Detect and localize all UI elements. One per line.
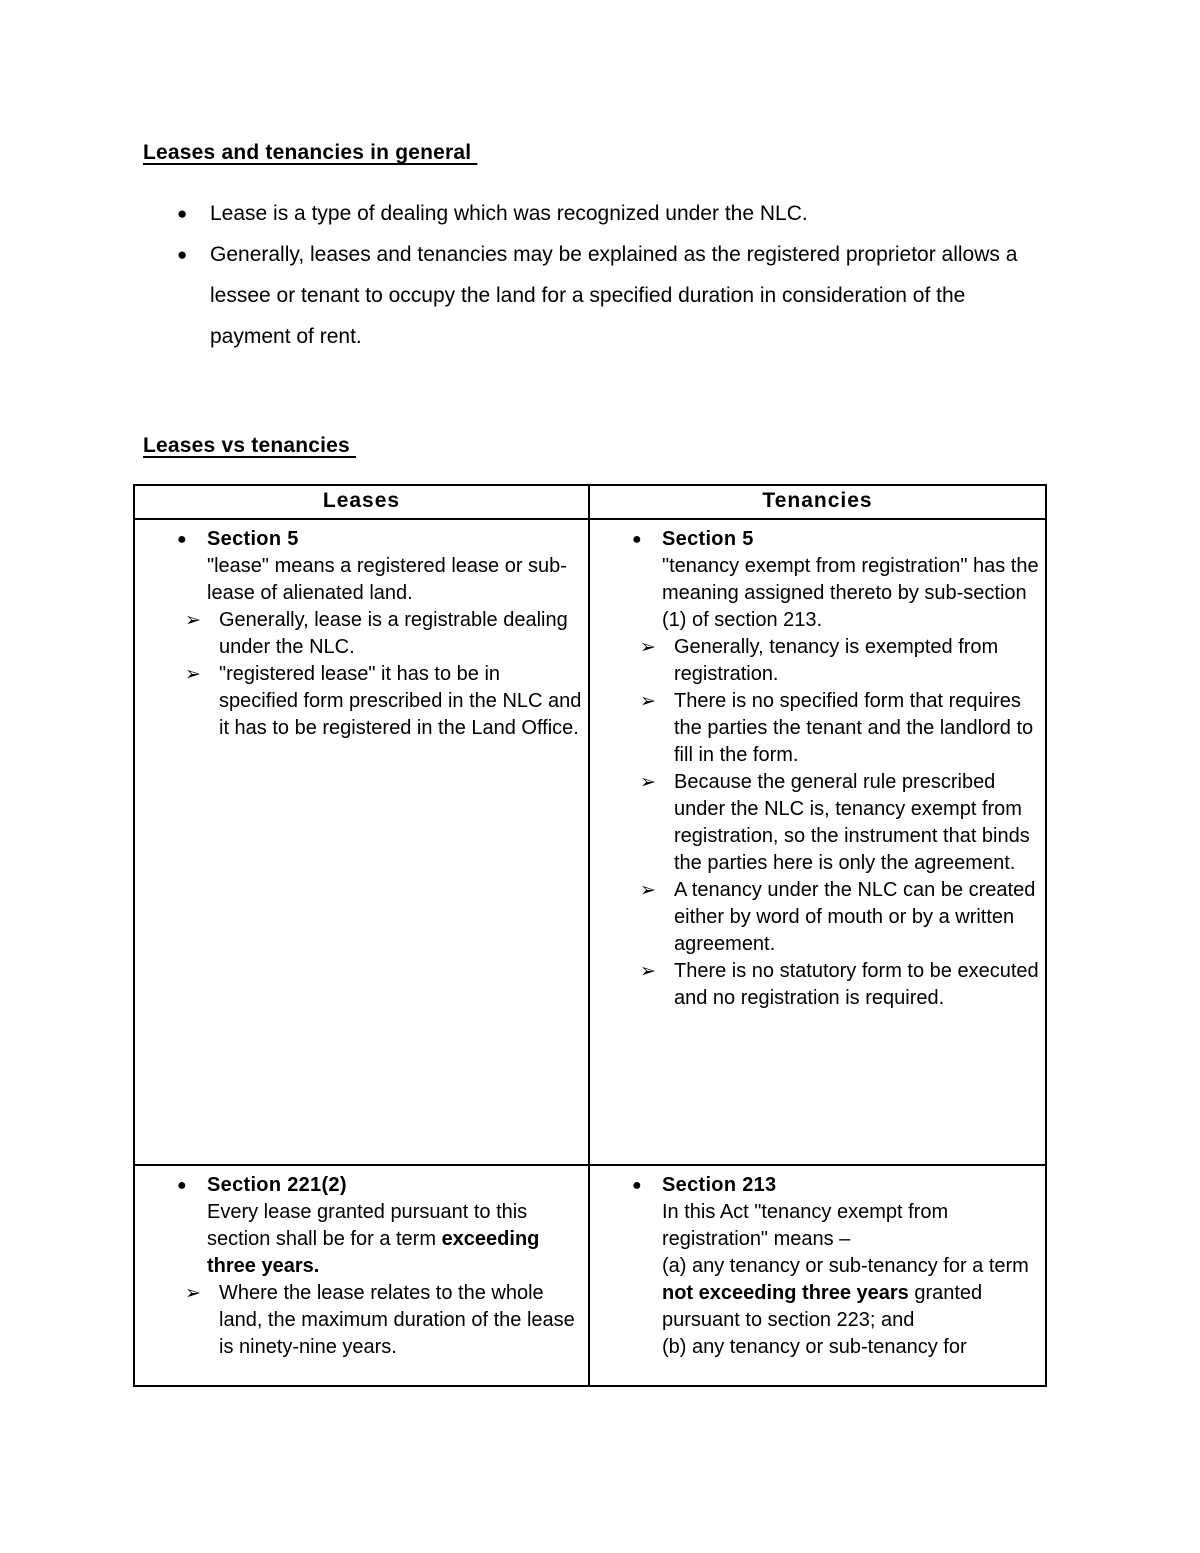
section-label: Section 221(2)	[207, 1174, 347, 1196]
cell-tenancies-section-213	[589, 1165, 1046, 1386]
round-bullet-icon: ●	[632, 1177, 642, 1194]
sub-list-item	[185, 661, 584, 742]
column-header-leases: Leases	[134, 485, 589, 519]
page-title-leases-tenancies-general: Leases and tenancies in general	[143, 141, 478, 164]
sub-point-list	[139, 607, 584, 742]
arrow-bullet-icon: ➢	[185, 664, 201, 685]
intro-bullet-list	[143, 193, 1043, 357]
table-row	[134, 1165, 1046, 1386]
arrow-bullet-icon: ➢	[640, 691, 656, 712]
round-bullet-icon: ●	[177, 245, 188, 264]
cell-leases-section-5	[134, 519, 589, 1165]
bullet-block	[139, 1172, 584, 1280]
section-text-emphasis: exceeding three years.	[207, 1228, 540, 1277]
section-text-intro: In this Act "tenancy exempt from registration" means –	[662, 1201, 949, 1250]
sub-list-item	[185, 607, 584, 661]
sub-list-item	[640, 958, 1041, 1012]
sub-list-item	[640, 769, 1041, 877]
arrow-bullet-icon: ➢	[640, 772, 656, 793]
leases-vs-tenancies-table	[133, 484, 1047, 1387]
list-item-text: Lease is a type of dealing which was recognized under the NLC.	[210, 202, 808, 225]
sub-list-item-text: "registered lease" it has to be in specified form prescribed in the NLC and it has to be registered in the Land Office.	[219, 663, 582, 739]
section-label: Section 213	[662, 1174, 777, 1196]
clause-a-plain: (a) any tenancy or sub-tenancy for a term	[662, 1255, 1029, 1277]
arrow-bullet-icon: ➢	[640, 637, 656, 658]
table-row	[134, 519, 1046, 1165]
arrow-bullet-icon: ➢	[185, 1283, 201, 1304]
round-bullet-icon: ●	[632, 531, 642, 548]
bullet-block	[139, 526, 584, 607]
cell-leases-section-221-2	[134, 1165, 589, 1386]
sub-list-item-text: Because the general rule prescribed under the NLC is, tenancy exempt from registration, so the instrument that binds the parties here is only the agreement.	[674, 771, 1030, 874]
section-text: "tenancy exempt from registration" has the meaning assigned thereto by sub-section (1) of section 213.	[662, 555, 1039, 631]
column-header-tenancies: Tenancies	[589, 485, 1046, 519]
section-text-clause-b: (b) any tenancy or sub-tenancy for	[662, 1336, 967, 1358]
sub-list-item-text: There is no specified form that requires the parties the tenant and the landlord to fill in the form.	[674, 690, 1034, 766]
cell-tenancies-section-5	[589, 519, 1046, 1165]
round-bullet-icon: ●	[177, 531, 187, 548]
section-text-clause-a	[662, 1253, 1041, 1334]
sub-list-item	[640, 688, 1041, 769]
table-header-row	[134, 485, 1046, 519]
round-bullet-icon: ●	[177, 204, 188, 223]
list-item	[143, 234, 1043, 357]
section-label: Section 5	[662, 528, 754, 550]
section-label: Section 5	[207, 528, 299, 550]
section-text-plain: Every lease granted pursuant to this section shall be for a term	[207, 1201, 528, 1250]
arrow-bullet-icon: ➢	[640, 961, 656, 982]
clause-a-emphasis: not exceeding three years	[662, 1282, 909, 1304]
page-subtitle-leases-vs-tenancies: Leases vs tenancies	[143, 434, 356, 457]
section-text	[207, 1199, 584, 1280]
sub-list-item	[640, 634, 1041, 688]
sub-list-item-text: A tenancy under the NLC can be created either by word of mouth or by a written agreement.	[674, 879, 1036, 955]
sub-point-list	[139, 1280, 584, 1361]
arrow-bullet-icon: ➢	[185, 610, 201, 631]
list-item	[143, 193, 1043, 234]
round-bullet-icon: ●	[177, 1177, 187, 1194]
arrow-bullet-icon: ➢	[640, 880, 656, 901]
sub-list-item-text: There is no statutory form to be executed and no registration is required.	[674, 960, 1039, 1009]
sub-list-item	[640, 877, 1041, 958]
sub-point-list	[594, 634, 1041, 1012]
clause-a-tail: granted pursuant to section 223; and	[662, 1282, 983, 1331]
bullet-block	[594, 526, 1041, 634]
sub-list-item	[185, 1280, 584, 1361]
list-item-text: Generally, leases and tenancies may be explained as the registered proprietor allows a lessee or tenant to occupy the land for a specified duration in consideration of the payment of rent.	[210, 243, 1018, 348]
sub-list-item-text: Generally, tenancy is exempted from registration.	[674, 636, 999, 685]
sub-list-item-text: Where the lease relates to the whole land, the maximum duration of the lease is ninety-nine years.	[219, 1282, 575, 1358]
section-text: "lease" means a registered lease or sub-lease of alienated land.	[207, 555, 567, 604]
sub-list-item-text: Generally, lease is a registrable dealing under the NLC.	[219, 609, 568, 658]
bullet-block	[594, 1172, 1041, 1361]
